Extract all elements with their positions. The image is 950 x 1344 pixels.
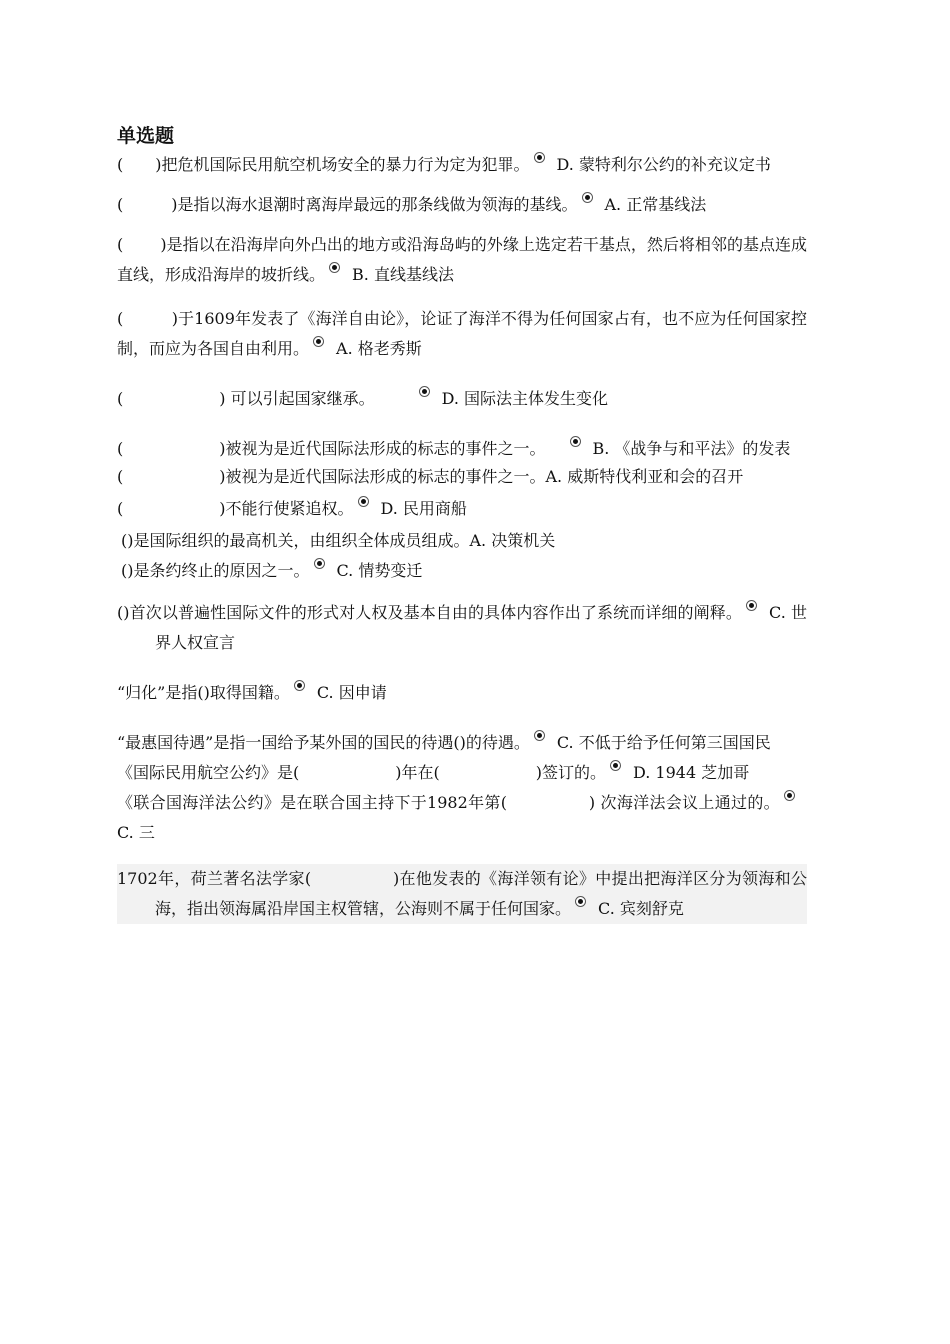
question-10 bbox=[117, 556, 807, 586]
radio-selected-icon[interactable] bbox=[294, 680, 305, 691]
answer-text: C. 情势变迁 bbox=[336, 561, 423, 580]
answer-text: A. 威斯特伐利亚和会的召开 bbox=[545, 467, 744, 486]
answer-text: A. 格老秀斯 bbox=[336, 339, 422, 358]
question-14 bbox=[117, 758, 807, 788]
question-8 bbox=[117, 494, 807, 524]
radio-selected-icon[interactable] bbox=[610, 760, 621, 771]
radio-selected-icon[interactable] bbox=[314, 558, 325, 569]
section-heading: 单选题 bbox=[117, 125, 175, 147]
radio-selected-icon[interactable] bbox=[534, 730, 545, 741]
radio-selected-icon[interactable] bbox=[746, 600, 757, 611]
answer-text: D. 蒙特利尔公约的补充议定书 bbox=[556, 155, 771, 174]
radio-selected-icon[interactable] bbox=[784, 790, 795, 801]
answer-text: D. 国际法主体发生变化 bbox=[441, 389, 609, 408]
answer-text: B. 《战争与和平法》的发表 bbox=[592, 439, 791, 458]
question-5 bbox=[117, 384, 807, 414]
radio-selected-icon[interactable] bbox=[534, 152, 545, 163]
question-12 bbox=[117, 678, 807, 708]
question-16 bbox=[117, 864, 807, 924]
radio-selected-icon[interactable] bbox=[570, 436, 581, 447]
answer-text: C. 世界人权宣言 bbox=[155, 603, 807, 652]
radio-selected-icon[interactable] bbox=[575, 896, 586, 907]
question-stem: 《联合国海洋法公约》是在联合国主持下于1982年第( ) 次海洋法会议上通过的。 bbox=[117, 793, 780, 812]
question-stem: ( ) 可以引起国家继承。 bbox=[117, 389, 375, 408]
answer-text: D. 民用商船 bbox=[380, 499, 467, 518]
question-11 bbox=[117, 598, 807, 658]
radio-selected-icon[interactable] bbox=[419, 386, 430, 397]
question-stem: 《国际民用航空公约》是( )年在( )签订的。 bbox=[117, 763, 606, 782]
question-stem: ( )于1609年发表了《海洋自由论》，论证了海洋不得为任何国家占有，也不应为任何国家控制，而应为各国自由利用。 bbox=[117, 309, 807, 358]
question-1 bbox=[117, 150, 807, 180]
question-stem: ()是国际组织的最高机关，由组织全体成员组成。 bbox=[121, 531, 470, 550]
question-6 bbox=[117, 434, 807, 464]
answer-text: A. 正常基线法 bbox=[604, 195, 707, 214]
question-13 bbox=[117, 728, 807, 758]
question-stem: ( )不能行使紧追权。 bbox=[117, 499, 354, 518]
document-body bbox=[117, 122, 807, 924]
answer-text: C. 三 bbox=[117, 823, 155, 842]
question-stem: ( )把危机国际民用航空机场安全的暴力行为定为犯罪。 bbox=[117, 155, 530, 174]
answer-text: A. 决策机关 bbox=[469, 531, 556, 550]
answer-text: D. 1944 芝加哥 bbox=[632, 763, 750, 782]
question-3 bbox=[117, 230, 807, 290]
question-stem: ()是条约终止的原因之一。 bbox=[121, 561, 310, 580]
radio-selected-icon[interactable] bbox=[313, 336, 324, 347]
answer-text: C. 宾刻舒克 bbox=[598, 899, 684, 918]
question-stem: “归化”是指()取得国籍。 bbox=[117, 683, 290, 702]
question-7 bbox=[117, 464, 807, 490]
answer-text: B. 直线基线法 bbox=[352, 265, 454, 284]
question-15 bbox=[117, 788, 807, 848]
question-9 bbox=[117, 526, 807, 556]
question-stem: ( )被视为是近代国际法形成的标志的事件之一。 bbox=[117, 467, 546, 486]
question-stem: 1702年，荷兰著名法学家( )在他发表的《海洋领有论》中提出把海洋区分为领海和公海，指出领海属沿岸国主权管辖，公海则不属于任何国家。 bbox=[117, 869, 807, 918]
question-4 bbox=[117, 304, 807, 364]
question-stem: ( )是指以在沿海岸向外凸出的地方或沿海岛屿的外缘上选定若干基点，然后将相邻的基点连成直线，形成沿海岸的坡折线。 bbox=[117, 235, 807, 284]
question-stem: ( )是指以海水退潮时离海岸最远的那条线做为领海的基线。 bbox=[117, 195, 578, 214]
question-stem: ( )被视为是近代国际法形成的标志的事件之一。 bbox=[117, 439, 546, 458]
radio-selected-icon[interactable] bbox=[582, 192, 593, 203]
answer-text: C. 不低于给予任何第三国国民 bbox=[556, 733, 771, 752]
answer-text: C. 因申请 bbox=[316, 683, 387, 702]
question-stem: ()首次以普遍性国际文件的形式对人权及基本自由的具体内容作出了系统而详细的阐释。 bbox=[117, 603, 743, 622]
question-stem: “最惠国待遇”是指一国给予某外国的国民的待遇()的待遇。 bbox=[117, 733, 530, 752]
radio-selected-icon[interactable] bbox=[358, 496, 369, 507]
radio-selected-icon[interactable] bbox=[329, 262, 340, 273]
question-2 bbox=[117, 190, 807, 220]
